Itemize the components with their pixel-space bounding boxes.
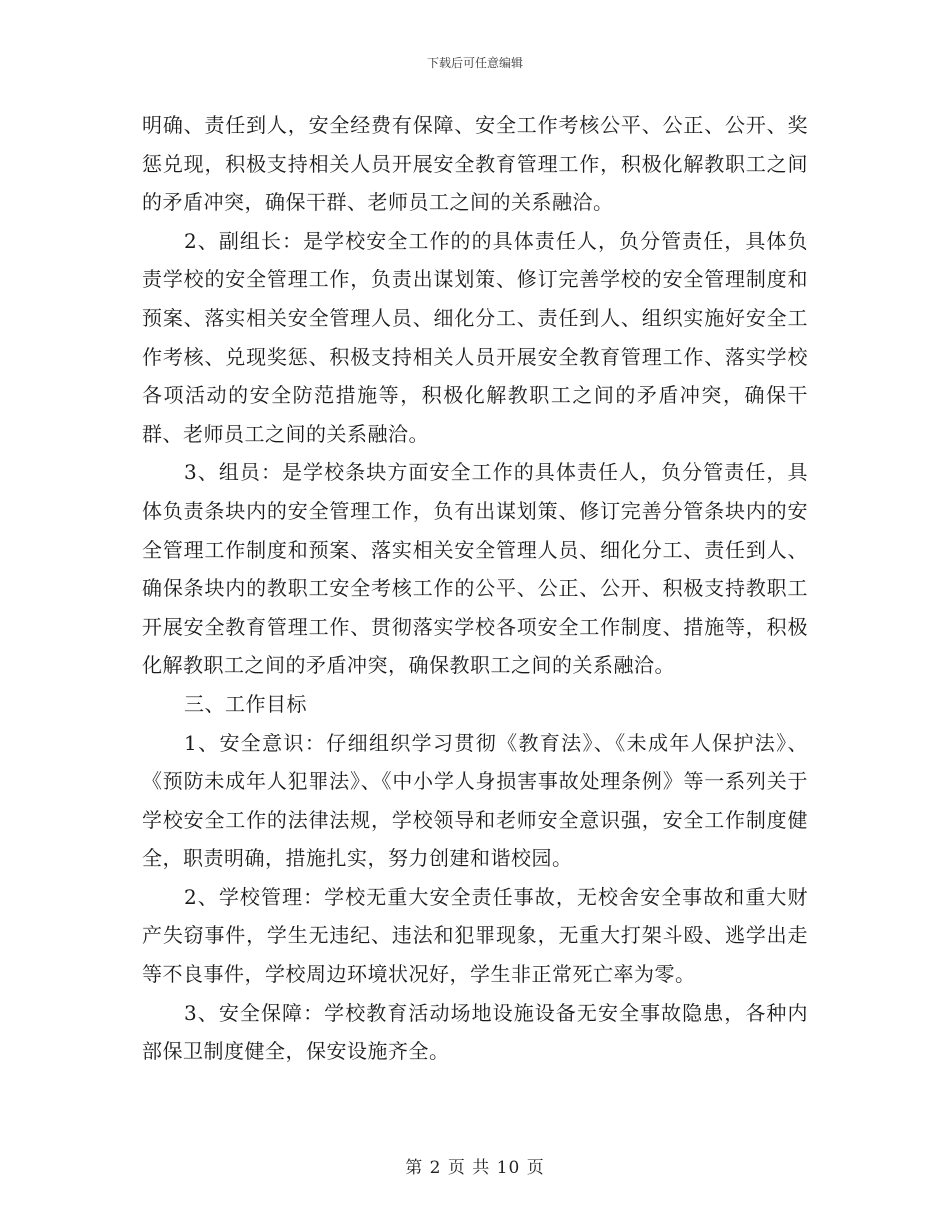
section-heading-work-goals: 三、工作目标 xyxy=(184,691,307,716)
paragraph-safety-awareness: 1、安全意识：仔细组织学习贯彻《教育法》、《未成年人保护法》、《预防未成年人犯罪法》、《中小学人身损害事故处理条例》等一系列关于学校安全工作的法律法规，学校领导和老师安全意识强，安全工作制度健全，职责明确，措施扎实，努力创建和谐校园。 xyxy=(142,730,808,871)
paragraph-school-management: 2、学校管理：学校无重大安全责任事故，无校舍安全事故和重大财产失窃事件，学生无违纪、违法和犯罪现象，无重大打架斗殴、逃学出走等不良事件，学校周边环境状况好，学生非正常死亡率为零。 xyxy=(142,884,808,987)
paragraph-continuation: 明确、责任到人，安全经费有保障、安全工作考核公平、公正、公开、奖惩兑现，积极支持相关人员开展安全教育管理工作，积极化解教职工之间的矛盾冲突，确保干群、老师员工之间的关系融洽。 xyxy=(142,113,808,215)
download-note: 下载后可任意编辑 xyxy=(426,56,523,70)
page-number: 第 2 页 共 10 页 xyxy=(405,1158,545,1178)
paragraph-deputy-leader: 2、副组长：是学校安全工作的的具体责任人，负分管责任，具体负责学校的安全管理工作，负责出谋划策、修订完善学校的安全管理制度和预案、落实相关安全管理人员、细化分工、责任到人、组织实施好安全工作考核、兑现奖惩、积极支持相关人员开展安全教育管理工作、落实学校各项活动的安全防范措施等，积极化解教职工之间的矛盾冲突，确保干群、老师员工之间的关系融洽。 xyxy=(142,228,808,446)
paragraph-safety-guarantee: 3、安全保障：学校教育活动场地设施设备无安全事故隐患，各种内部保卫制度健全，保安设施齐全。 xyxy=(142,1000,808,1064)
paragraph-members: 3、组员：是学校条块方面安全工作的具体责任人，负分管责任，具体负责条块内的安全管理工作，负有出谋划策、修订完善分管条块内的安全管理工作制度和预案、落实相关安全管理人员、细化分工、责任到人、确保条块内的教职工安全考核工作的公平、公正、公开、积极支持教职工开展安全教育管理工作、贯彻落实学校各项安全工作制度、措施等，积极化解教职工之间的矛盾冲突，确保教职工之间的关系融洽。 xyxy=(142,460,808,678)
document-body xyxy=(142,106,808,1071)
